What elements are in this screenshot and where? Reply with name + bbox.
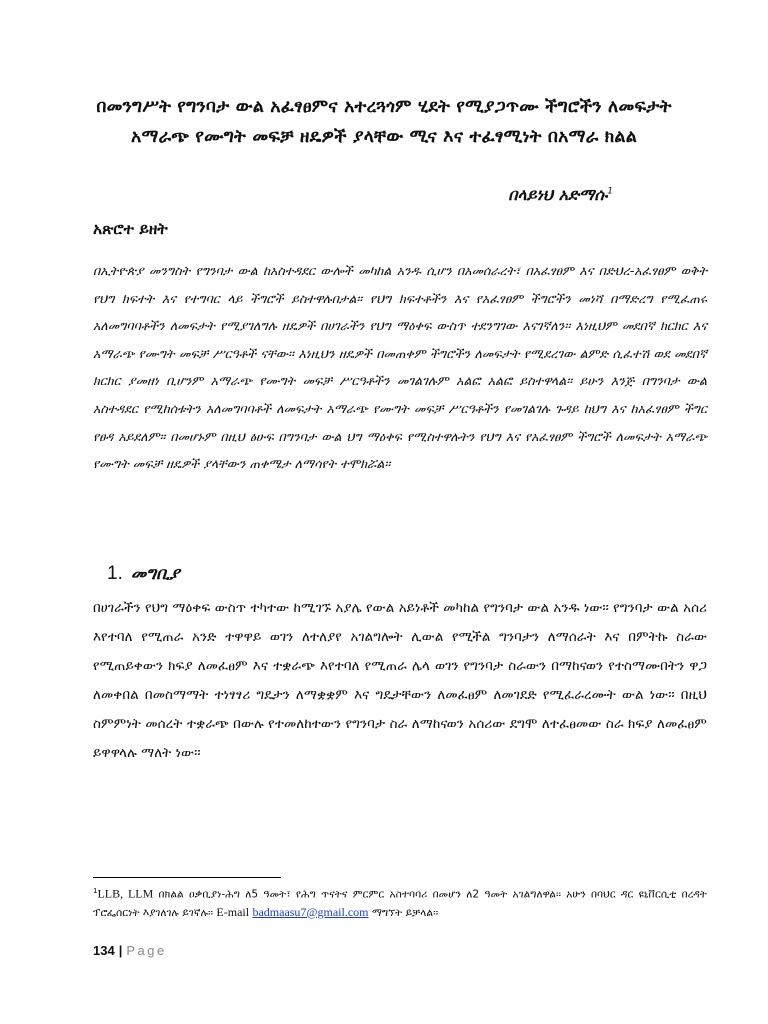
footnote-email-link[interactable]: badmaasu7@gmail.com	[252, 904, 369, 919]
section-heading	[107, 563, 180, 585]
author-name: በላይነህ አድማሱ	[508, 185, 608, 204]
author-line	[508, 185, 613, 205]
page-number-footer	[93, 943, 167, 958]
section-number: 1.	[107, 563, 123, 584]
author-footnote-marker[interactable]: 1	[607, 186, 613, 197]
footnote-divider	[93, 877, 281, 878]
footnote-email-label: E-mail	[216, 904, 250, 919]
page-label: Page	[126, 943, 167, 958]
footnote-degree: LLB, LLM	[97, 886, 154, 901]
section-title: መግቢያ	[130, 564, 180, 584]
footnote-text-end: ማግኘት ይቻላል፡፡	[371, 906, 439, 919]
section-body-text: በሀገራችን የህግ ማዕቀፍ ውስጥ ተካተው ከሚገኙ አያሌ የውል አይነቶች መካከል የግንባታ ውል አንዱ ነው፡፡ የግንባታ ውል አሰሪ እየተባለ የሚጠራ አንድ ተዋዋይ ወገን ለተለያየ አገልግሎት ሊውል የሚችል ግንባታን ለማሰራት እና በምትኩ ስራው የሚጠይቀውን ክፍያ ለመፈፀም እና ተቋራጭ እየተባለ የሚጠራ ሌላ ወገን የግንባታ ስራውን በማከናወን የተስማሙበትን ዋጋ ለመቀበል በመስማማት ተነፃፃሪ ግዴታን ለማቋቋም እና ግዴታቸውን ለመፈፀም ለመገደድ የሚፈራረሙት ውል ነው፡፡ በዚህ ስምምነት መሰረት ተቋራጭ በውሉ የተመለከተውን የግንባታ ስራ ለማከናወን አሰሪው ደግሞ ለተፈፀመው ስራ ክፍያ ለመፈፀም ይዋዋላሉ ማለት ነው፡፡	[93, 600, 707, 761]
page-number-separator: |	[118, 943, 123, 958]
page-number: 134	[93, 943, 115, 958]
abstract-text: በኢትዮጵያ መንግስት የግንባታ ውል ከአስተዳደር ውሎች መካከል አንዱ ሲሆን በአመሰራረት፣ በአፈፃፀም እና በድህረ-አፈፃፀም ወቅት የህግ ክፍተት እና የተግባር ላይ ችግሮች ይስተዋሉበታል፡፡ የህግ ክፍተቶችን እና የአፈፃፀም ችግሮችን መነሻ በማድረግ የሚፈጠሩ አለመግባባቶችን ለመፍታት የሚያገለግሉ ዘዴዎች በሀገራችን የህግ ማዕቀፍ ውስጥ ተደንግገው እናገኛለን፡፡ እነዚህም መደበኛ ክርክር እና አማራጭ የሙግት መፍቻ ሥርዓቶች ናቸው፡፡ እነዚህን ዘዴዎች በመጠቀም ችግሮችን ለመፍታት የሚደረገው ልምድ ሲፈተሽ ወደ መደበኛ ክርክር ያመዘነ ቢሆንም አማራጭ የሙግት መፍቻ ሥርዓቶችን መገልገሉም አልፎ አልፎ ይስተዋላል፡፡ ይሁን እንጅ በግንባታ ውል አስተዳደር የሚከሰቱትን አለመግባባቶች ለመፍታት አማራጭ የሙግት መፍቻ ሥርዓቶችን የመገልገሉ ጉዳይ ከህግ እና ከአፈፃፀም ችግር የፀዳ አይደለም፡፡ በመሆኑም በዚህ ፅሁፍ በግንባታ ውል ህግ ማዕቀፍ የሚስተዋሉትን የህግ እና የአፈፃፀም ችግሮች ለመፍታት አማራጭ የሙግት መፍቻ ዘዴዎች ያላቸውን ጠቀሜታ ለማሳየት ተሞክሯል፡፡	[93, 263, 707, 472]
footnote-text: በክልል ዐቃቢያነ-ሕግ ለ5 ዓመት፣ የሕግ ጥናትና ምርምር አስተባባሪ በመሆን ለ2 ዓመት አገልግለዋል፡፡ አሁን በባህር ዳር ዩኒቨርሲቲ በረዳት ፕሮፌሰርነት እያገለገሉ ይገኛሉ፡፡	[93, 888, 707, 919]
footnote	[93, 883, 707, 922]
abstract-heading: አጽሮተ ይዘት	[93, 220, 168, 238]
paper-title: በመንግሥት የግንባታ ውል አፈፃፀምና አተረጓጎም ሂደት የሚያጋጥሙ ችግሮችን ለመፍታት አማራጭ የሙግት መፍቻ ዘዴዎች ያላቸው ሚና እና ተፈፃሚነት በአማራ ክልል	[96, 97, 672, 147]
footnote-marker: 1	[93, 887, 98, 895]
